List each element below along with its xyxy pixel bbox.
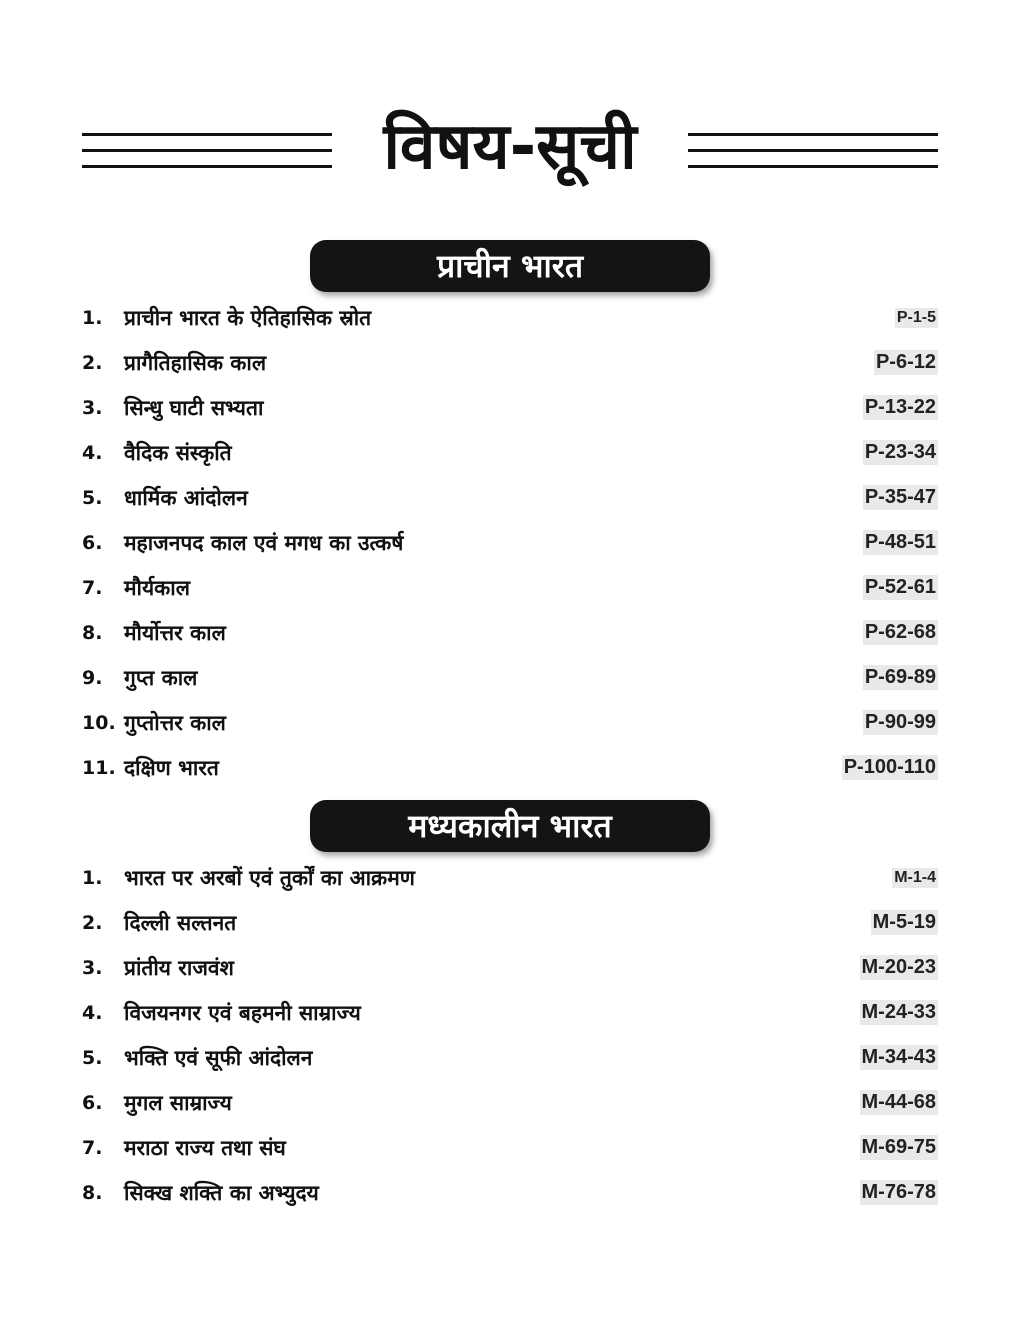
entry-number: 2. (82, 911, 103, 934)
entry-title: मराठा राज्य तथा संघ (124, 1135, 286, 1160)
entry-number: 1. (82, 866, 103, 889)
section-heading-medieval-india: मध्यकालीन भारत (310, 800, 710, 852)
entry-page-range: P-13-22 (864, 396, 936, 418)
entry-title: भक्ति एवं सूफी आंदोलन (124, 1045, 313, 1070)
toc-entry[interactable] (82, 295, 938, 340)
toc-entry[interactable] (82, 520, 938, 565)
entry-number: 1. (82, 306, 103, 329)
entry-page-range: P-69-89 (864, 666, 936, 688)
toc-entry[interactable] (82, 1170, 938, 1215)
entry-number: 7. (82, 576, 103, 599)
entry-number: 11. (82, 756, 116, 779)
title-rule (688, 165, 938, 168)
entry-page-range: M-34-43 (861, 1046, 936, 1068)
toc-entry[interactable] (82, 1035, 938, 1080)
title-rule (82, 165, 332, 168)
toc-entry[interactable] (82, 340, 938, 385)
title-rules-right (688, 133, 938, 169)
toc-entry[interactable] (82, 945, 938, 990)
toc-entry[interactable] (82, 475, 938, 520)
entry-page-range: M-20-23 (861, 956, 936, 978)
entry-page-range: P-35-47 (864, 486, 936, 508)
toc-entry[interactable] (82, 655, 938, 700)
entry-page-range: P-48-51 (864, 531, 936, 553)
entry-title: गुप्तोत्तर काल (124, 710, 226, 735)
entry-page-range: P-1-5 (896, 308, 936, 326)
entry-title: विजयनगर एवं बहमनी साम्राज्य (124, 1000, 361, 1025)
entry-title: प्राचीन भारत के ऐतिहासिक स्रोत (124, 305, 372, 330)
entry-number: 4. (82, 441, 103, 464)
title-rule (688, 149, 938, 152)
entry-number: 8. (82, 621, 103, 644)
toc-entry[interactable] (82, 745, 938, 790)
title-rule (688, 133, 938, 136)
toc-entry[interactable] (82, 1080, 938, 1125)
entry-page-range: P-6-12 (875, 351, 936, 373)
entry-number: 8. (82, 1181, 103, 1204)
toc-entry[interactable] (82, 990, 938, 1035)
page-title: विषय-सूची (383, 110, 637, 184)
entry-page-range: M-5-19 (872, 911, 936, 933)
entry-title: सिन्धु घाटी सभ्यता (124, 395, 264, 420)
entry-title: भारत पर अरबों एवं तुर्कों का आक्रमण (124, 865, 415, 890)
entry-title: मौर्योत्तर काल (124, 620, 226, 645)
entry-title: दक्षिण भारत (124, 755, 219, 780)
entry-number: 4. (82, 1001, 103, 1024)
entry-title: वैदिक संस्कृति (124, 440, 232, 465)
entry-title: दिल्ली सल्तनत (124, 910, 237, 935)
toc-entry[interactable] (82, 1125, 938, 1170)
entry-title: मुगल साम्राज्य (124, 1090, 232, 1115)
entry-number: 10. (82, 711, 116, 734)
toc-entry[interactable] (82, 900, 938, 945)
entry-title: महाजनपद काल एवं मगध का उत्कर्ष (124, 530, 404, 555)
entry-title: मौर्यकाल (124, 575, 190, 600)
page-title-block (82, 100, 938, 200)
entry-page-range: P-90-99 (864, 711, 936, 733)
entry-number: 7. (82, 1136, 103, 1159)
entry-page-range: P-52-61 (864, 576, 936, 598)
toc-entry[interactable] (82, 385, 938, 430)
entry-number: 6. (82, 1091, 103, 1114)
toc-entry[interactable] (82, 700, 938, 745)
toc-entry[interactable] (82, 565, 938, 610)
entry-title: सिक्ख शक्ति का अभ्युदय (124, 1180, 319, 1205)
entry-page-range: P-23-34 (864, 441, 936, 463)
title-rule (82, 149, 332, 152)
entry-page-range: P-62-68 (864, 621, 936, 643)
entry-number: 5. (82, 1046, 103, 1069)
entry-number: 9. (82, 666, 103, 689)
entry-number: 6. (82, 531, 103, 554)
title-rules-left (82, 133, 332, 169)
entry-page-range: M-1-4 (894, 868, 936, 886)
entry-page-range: M-76-78 (861, 1181, 936, 1203)
entry-number: 2. (82, 351, 103, 374)
entry-page-range: P-100-110 (843, 756, 936, 778)
toc-entry[interactable] (82, 610, 938, 655)
toc-entry[interactable] (82, 855, 938, 900)
entry-title: प्रांतीय राजवंश (124, 955, 234, 980)
entry-page-range: M-44-68 (861, 1091, 936, 1113)
entry-number: 3. (82, 956, 103, 979)
entry-number: 5. (82, 486, 103, 509)
toc-entry[interactable] (82, 430, 938, 475)
toc-list-medieval-india (82, 855, 938, 1215)
entry-page-range: M-24-33 (861, 1001, 936, 1023)
title-rule (82, 133, 332, 136)
entry-page-range: M-69-75 (861, 1136, 936, 1158)
entry-title: प्रागैतिहासिक काल (124, 350, 267, 375)
entry-title: गुप्त काल (124, 665, 198, 690)
entry-number: 3. (82, 396, 103, 419)
entry-title: धार्मिक आंदोलन (124, 485, 248, 510)
toc-list-ancient-india (82, 295, 938, 790)
section-heading-ancient-india: प्राचीन भारत (310, 240, 710, 292)
